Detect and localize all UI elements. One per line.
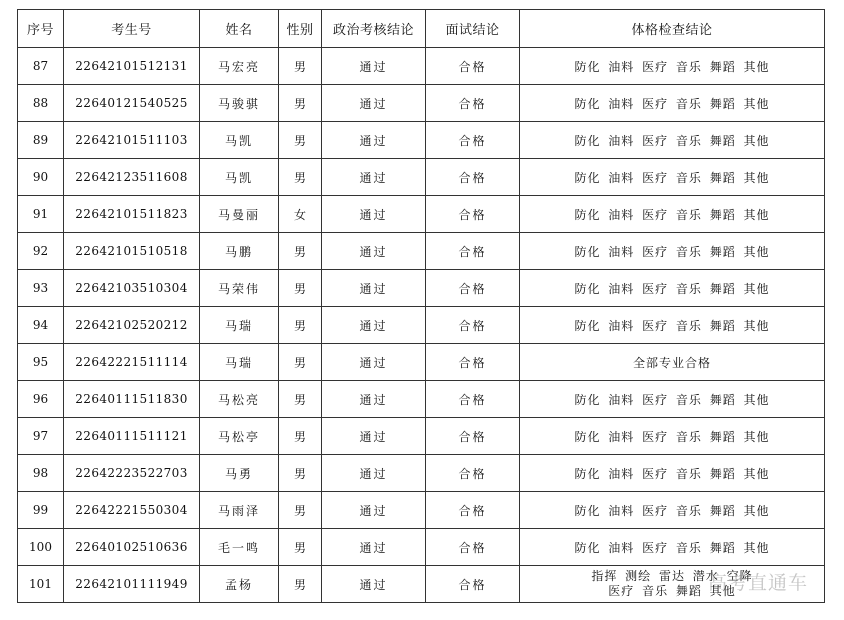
cell-physical-exam [520, 381, 825, 418]
cell-serial: 90 [18, 159, 64, 196]
cell-political-review: 通过 [322, 85, 426, 122]
cell-political-review: 通过 [322, 566, 426, 603]
cell-political-review: 通过 [322, 529, 426, 566]
cell-name: 马松亮 [200, 381, 279, 418]
cell-gender: 男 [279, 122, 322, 159]
cell-exam-id: 22642101512131 [64, 48, 200, 85]
table-row [18, 344, 825, 381]
cell-political-review: 通过 [322, 381, 426, 418]
cell-physical-exam [520, 455, 825, 492]
physical-exam-line: 防化 油料 医疗 音乐 舞蹈 其他 [574, 281, 770, 296]
cell-name: 孟杨 [200, 566, 279, 603]
header-interview: 面试结论 [426, 10, 520, 48]
table-row [18, 307, 825, 344]
cell-name: 马鹏 [200, 233, 279, 270]
cell-gender: 男 [279, 48, 322, 85]
cell-name: 马荣伟 [200, 270, 279, 307]
cell-serial: 94 [18, 307, 64, 344]
cell-serial: 98 [18, 455, 64, 492]
physical-exam-line: 防化 油料 医疗 音乐 舞蹈 其他 [574, 318, 770, 333]
cell-gender: 男 [279, 159, 322, 196]
physical-exam-line: 防化 油料 医疗 音乐 舞蹈 其他 [574, 96, 770, 111]
cell-political-review: 通过 [322, 418, 426, 455]
roster-table [17, 9, 825, 603]
cell-interview: 合格 [426, 455, 520, 492]
physical-exam-line: 防化 油料 医疗 音乐 舞蹈 其他 [574, 466, 770, 481]
cell-exam-id: 22642101511823 [64, 196, 200, 233]
cell-interview: 合格 [426, 566, 520, 603]
table-row [18, 492, 825, 529]
cell-exam-id: 22642223522703 [64, 455, 200, 492]
cell-gender: 男 [279, 381, 322, 418]
cell-political-review: 通过 [322, 159, 426, 196]
physical-exam-line: 防化 油料 医疗 音乐 舞蹈 其他 [574, 540, 770, 555]
cell-interview: 合格 [426, 159, 520, 196]
cell-name: 马瑞 [200, 307, 279, 344]
table-row [18, 196, 825, 233]
cell-physical-exam [520, 492, 825, 529]
cell-interview: 合格 [426, 492, 520, 529]
cell-political-review: 通过 [322, 455, 426, 492]
watermark-text: 高考直通车 [708, 572, 809, 594]
cell-serial: 92 [18, 233, 64, 270]
cell-exam-id: 22642103510304 [64, 270, 200, 307]
table-row [18, 48, 825, 85]
cell-serial: 89 [18, 122, 64, 159]
physical-exam-line: 全部专业合格 [632, 355, 711, 370]
cell-physical-exam [520, 48, 825, 85]
cell-exam-id: 22642101511103 [64, 122, 200, 159]
cell-gender: 男 [279, 307, 322, 344]
cell-exam-id: 22640111511121 [64, 418, 200, 455]
table-row [18, 122, 825, 159]
header-exam-id: 考生号 [64, 10, 200, 48]
header-political-review: 政治考核结论 [322, 10, 426, 48]
cell-serial: 96 [18, 381, 64, 418]
physical-exam-line: 防化 油料 医疗 音乐 舞蹈 其他 [574, 392, 770, 407]
cell-serial: 100 [18, 529, 64, 566]
cell-exam-id: 22642101111949 [64, 566, 200, 603]
cell-gender: 男 [279, 233, 322, 270]
cell-physical-exam [520, 344, 825, 381]
cell-gender: 男 [279, 418, 322, 455]
table-row [18, 455, 825, 492]
cell-interview: 合格 [426, 529, 520, 566]
cell-interview: 合格 [426, 307, 520, 344]
cell-political-review: 通过 [322, 270, 426, 307]
cell-political-review: 通过 [322, 48, 426, 85]
table-body [18, 48, 825, 603]
cell-name: 马松亭 [200, 418, 279, 455]
cell-physical-exam [520, 270, 825, 307]
cell-serial: 91 [18, 196, 64, 233]
table-row [18, 85, 825, 122]
table-row [18, 270, 825, 307]
cell-physical-exam [520, 529, 825, 566]
cell-name: 马雨泽 [200, 492, 279, 529]
physical-exam-line: 防化 油料 医疗 音乐 舞蹈 其他 [574, 170, 770, 185]
physical-exam-line: 指挥 测绘 雷达 潜水 空降 [591, 569, 753, 583]
cell-physical-exam [520, 85, 825, 122]
cell-name: 毛一鸣 [200, 529, 279, 566]
cell-interview: 合格 [426, 122, 520, 159]
physical-exam-line: 防化 油料 医疗 音乐 舞蹈 其他 [574, 133, 770, 148]
cell-gender: 男 [279, 270, 322, 307]
cell-physical-exam [520, 159, 825, 196]
cell-interview: 合格 [426, 233, 520, 270]
cell-political-review: 通过 [322, 492, 426, 529]
cell-exam-id: 22642221511114 [64, 344, 200, 381]
table-row [18, 529, 825, 566]
cell-serial: 99 [18, 492, 64, 529]
cell-interview: 合格 [426, 196, 520, 233]
cell-interview: 合格 [426, 85, 520, 122]
cell-serial: 95 [18, 344, 64, 381]
header-physical-exam: 体格检查结论 [520, 10, 825, 48]
cell-political-review: 通过 [322, 122, 426, 159]
cell-name: 马勇 [200, 455, 279, 492]
physical-exam-line: 医疗 音乐 舞蹈 其他 [608, 584, 736, 598]
cell-name: 马宏亮 [200, 48, 279, 85]
cell-name: 马瑞 [200, 344, 279, 381]
cell-gender: 男 [279, 492, 322, 529]
cell-name: 马凯 [200, 122, 279, 159]
cell-interview: 合格 [426, 270, 520, 307]
header-name: 姓名 [200, 10, 279, 48]
physical-exam-line: 防化 油料 医疗 音乐 舞蹈 其他 [574, 503, 770, 518]
cell-political-review: 通过 [322, 233, 426, 270]
cell-physical-exam [520, 418, 825, 455]
cell-serial: 87 [18, 48, 64, 85]
table-header [18, 10, 825, 48]
cell-interview: 合格 [426, 344, 520, 381]
cell-physical-exam [520, 196, 825, 233]
cell-serial: 97 [18, 418, 64, 455]
cell-interview: 合格 [426, 418, 520, 455]
cell-political-review: 通过 [322, 196, 426, 233]
header-gender: 性别 [279, 10, 322, 48]
physical-exam-line: 防化 油料 医疗 音乐 舞蹈 其他 [574, 207, 770, 222]
physical-exam-line: 防化 油料 医疗 音乐 舞蹈 其他 [574, 59, 770, 74]
cell-exam-id: 22640121540525 [64, 85, 200, 122]
cell-gender: 男 [279, 455, 322, 492]
cell-exam-id: 22640111511830 [64, 381, 200, 418]
cell-serial: 101 [18, 566, 64, 603]
cell-name: 马凯 [200, 159, 279, 196]
cell-gender: 男 [279, 344, 322, 381]
cell-exam-id: 22642221550304 [64, 492, 200, 529]
cell-serial: 88 [18, 85, 64, 122]
cell-gender: 男 [279, 529, 322, 566]
table-row [18, 381, 825, 418]
cell-interview: 合格 [426, 381, 520, 418]
physical-exam-line: 防化 油料 医疗 音乐 舞蹈 其他 [574, 429, 770, 444]
cell-physical-exam [520, 566, 825, 603]
header-row [18, 10, 825, 48]
cell-physical-exam [520, 122, 825, 159]
cell-political-review: 通过 [322, 307, 426, 344]
cell-exam-id: 22642123511608 [64, 159, 200, 196]
table-row [18, 233, 825, 270]
cell-exam-id: 22642102520212 [64, 307, 200, 344]
cell-name: 马骏骐 [200, 85, 279, 122]
cell-interview: 合格 [426, 48, 520, 85]
physical-exam-line: 防化 油料 医疗 音乐 舞蹈 其他 [574, 244, 770, 259]
cell-name: 马曼丽 [200, 196, 279, 233]
table-row [18, 159, 825, 196]
table-row [18, 566, 825, 603]
cell-gender: 男 [279, 566, 322, 603]
header-serial: 序号 [18, 10, 64, 48]
cell-political-review: 通过 [322, 344, 426, 381]
cell-physical-exam [520, 307, 825, 344]
cell-exam-id: 22642101510518 [64, 233, 200, 270]
cell-serial: 93 [18, 270, 64, 307]
cell-exam-id: 22640102510636 [64, 529, 200, 566]
table-row [18, 418, 825, 455]
cell-gender: 男 [279, 85, 322, 122]
cell-physical-exam [520, 233, 825, 270]
cell-gender: 女 [279, 196, 322, 233]
